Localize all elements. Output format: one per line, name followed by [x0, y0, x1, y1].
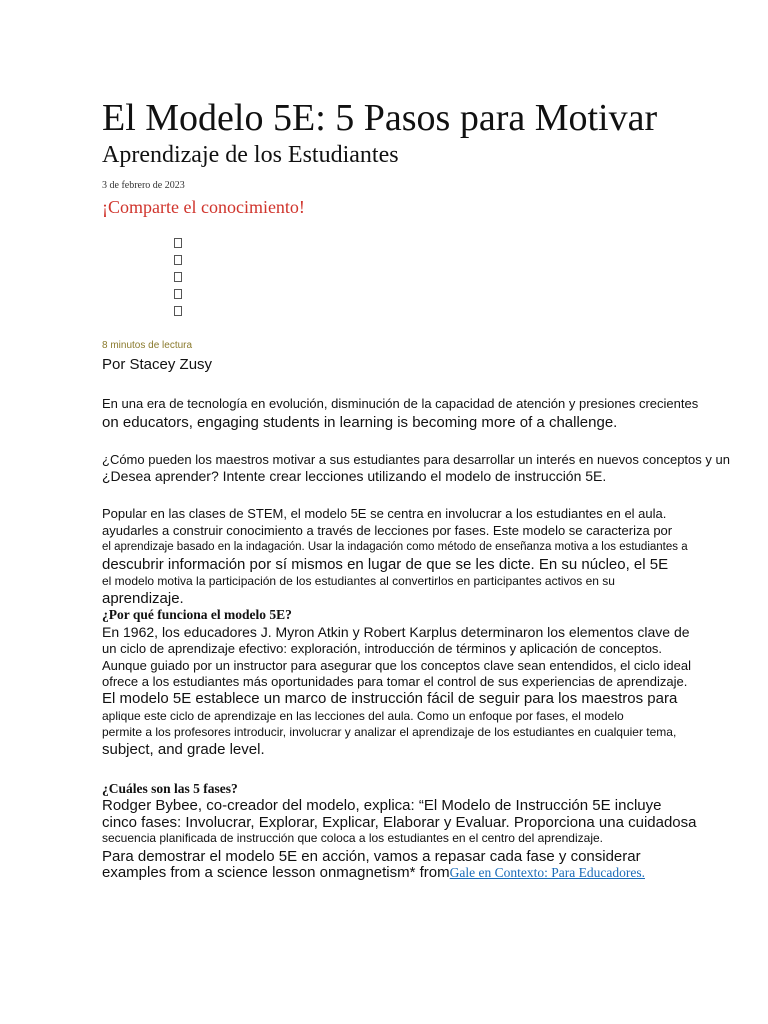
paragraph-line: En 1962, los educadores J. Myron Atkin y Robert Karplus determinaron los elementos clave de	[102, 624, 690, 640]
section-heading-phases: ¿Cuáles son las 5 fases?	[102, 781, 238, 796]
paragraph-line: Aunque guiado por un instructor para asegurar que los conceptos clave sean entendidos, el ciclo ideal	[102, 658, 691, 673]
paragraph-line: permite a los profesores introducir, involucrar y analizar el aprendizaje de los estudiantes en cualquier tema,	[102, 725, 677, 739]
paragraph-line: descubrir información por sí mismos en lugar de que se les dicte. En su núcleo, el 5E	[102, 556, 669, 573]
paragraph-line: ayudarles a construir conocimiento a través de lecciones por fases. Este modelo se caracteriza por	[102, 523, 673, 538]
paragraph-line: ofrece a los estudiantes más oportunidades para tomar el control de sus experiencias de aprendizaje.	[102, 674, 688, 689]
article-title: El Modelo 5E: 5 Pasos para Motivar	[102, 97, 658, 139]
paragraph-line: Para demostrar el modelo 5E en acción, vamos a repasar cada fase y considerar	[102, 848, 641, 865]
paragraph-line: on educators, engaging students in learning is becoming more of a challenge.	[102, 414, 618, 431]
paragraph-line: cinco fases: Involucrar, Explorar, Explicar, Elaborar y Evaluar. Proporciona una cuidadosa	[102, 814, 697, 831]
section-heading-why: ¿Por qué funciona el modelo 5E?	[102, 607, 292, 622]
share-icon[interactable]	[174, 255, 182, 265]
paragraph-line	[102, 864, 645, 881]
paragraph-line: Popular en las clases de STEM, el modelo 5E se centra en involucrar a los estudiantes en el aula.	[102, 506, 667, 521]
paragraph-line: secuencia planificada de instrucción que coloca a los estudiantes en el centro del aprendizaje.	[102, 831, 603, 845]
share-icon[interactable]	[174, 289, 182, 299]
read-time: 8 minutos de lectura	[102, 340, 193, 351]
paragraph-line: el modelo motiva la participación de los estudiantes al convertirlos en participantes activos en su	[102, 574, 615, 588]
publish-date: 3 de febrero de 2023	[102, 180, 185, 191]
article-subtitle: Aprendizaje de los Estudiantes	[102, 142, 399, 168]
share-heading: ¡Comparte el conocimiento!	[102, 197, 305, 217]
paragraph-text: examples from a science lesson onmagnetism* from	[102, 864, 450, 881]
source-link[interactable]: Gale en Contexto: Para Educadores.	[449, 865, 645, 880]
share-buttons	[174, 238, 182, 323]
paragraph-line: En una era de tecnología en evolución, disminución de la capacidad de atención y presiones crecientes	[102, 396, 699, 411]
paragraph-line: el aprendizaje basado en la indagación. Usar la indagación como método de enseñanza motiva a los estudiantes a	[102, 541, 688, 553]
paragraph-line: un ciclo de aprendizaje efectivo: exploración, introducción de términos y aplicación de conceptos.	[102, 641, 663, 656]
share-icon[interactable]	[174, 272, 182, 282]
paragraph-line: Rodger Bybee, co-creador del modelo, explica: “El Modelo de Instrucción 5E incluye	[102, 797, 662, 814]
paragraph-line: subject, and grade level.	[102, 741, 265, 758]
paragraph-line: aplique este ciclo de aprendizaje en las lecciones del aula. Como un enfoque por fases, el modelo	[102, 709, 624, 723]
share-icon[interactable]	[174, 238, 182, 248]
author-byline: Por Stacey Zusy	[102, 356, 213, 373]
paragraph-line: ¿Desea aprender? Intente crear lecciones utilizando el modelo de instrucción 5E.	[102, 468, 607, 484]
paragraph-line: ¿Cómo pueden los maestros motivar a sus estudiantes para desarrollar un interés en nuevos conceptos y un	[102, 452, 730, 467]
share-icon[interactable]	[174, 306, 182, 316]
paragraph-line: aprendizaje.	[102, 590, 184, 607]
paragraph-line: El modelo 5E establece un marco de instrucción fácil de seguir para los maestros para	[102, 690, 678, 707]
